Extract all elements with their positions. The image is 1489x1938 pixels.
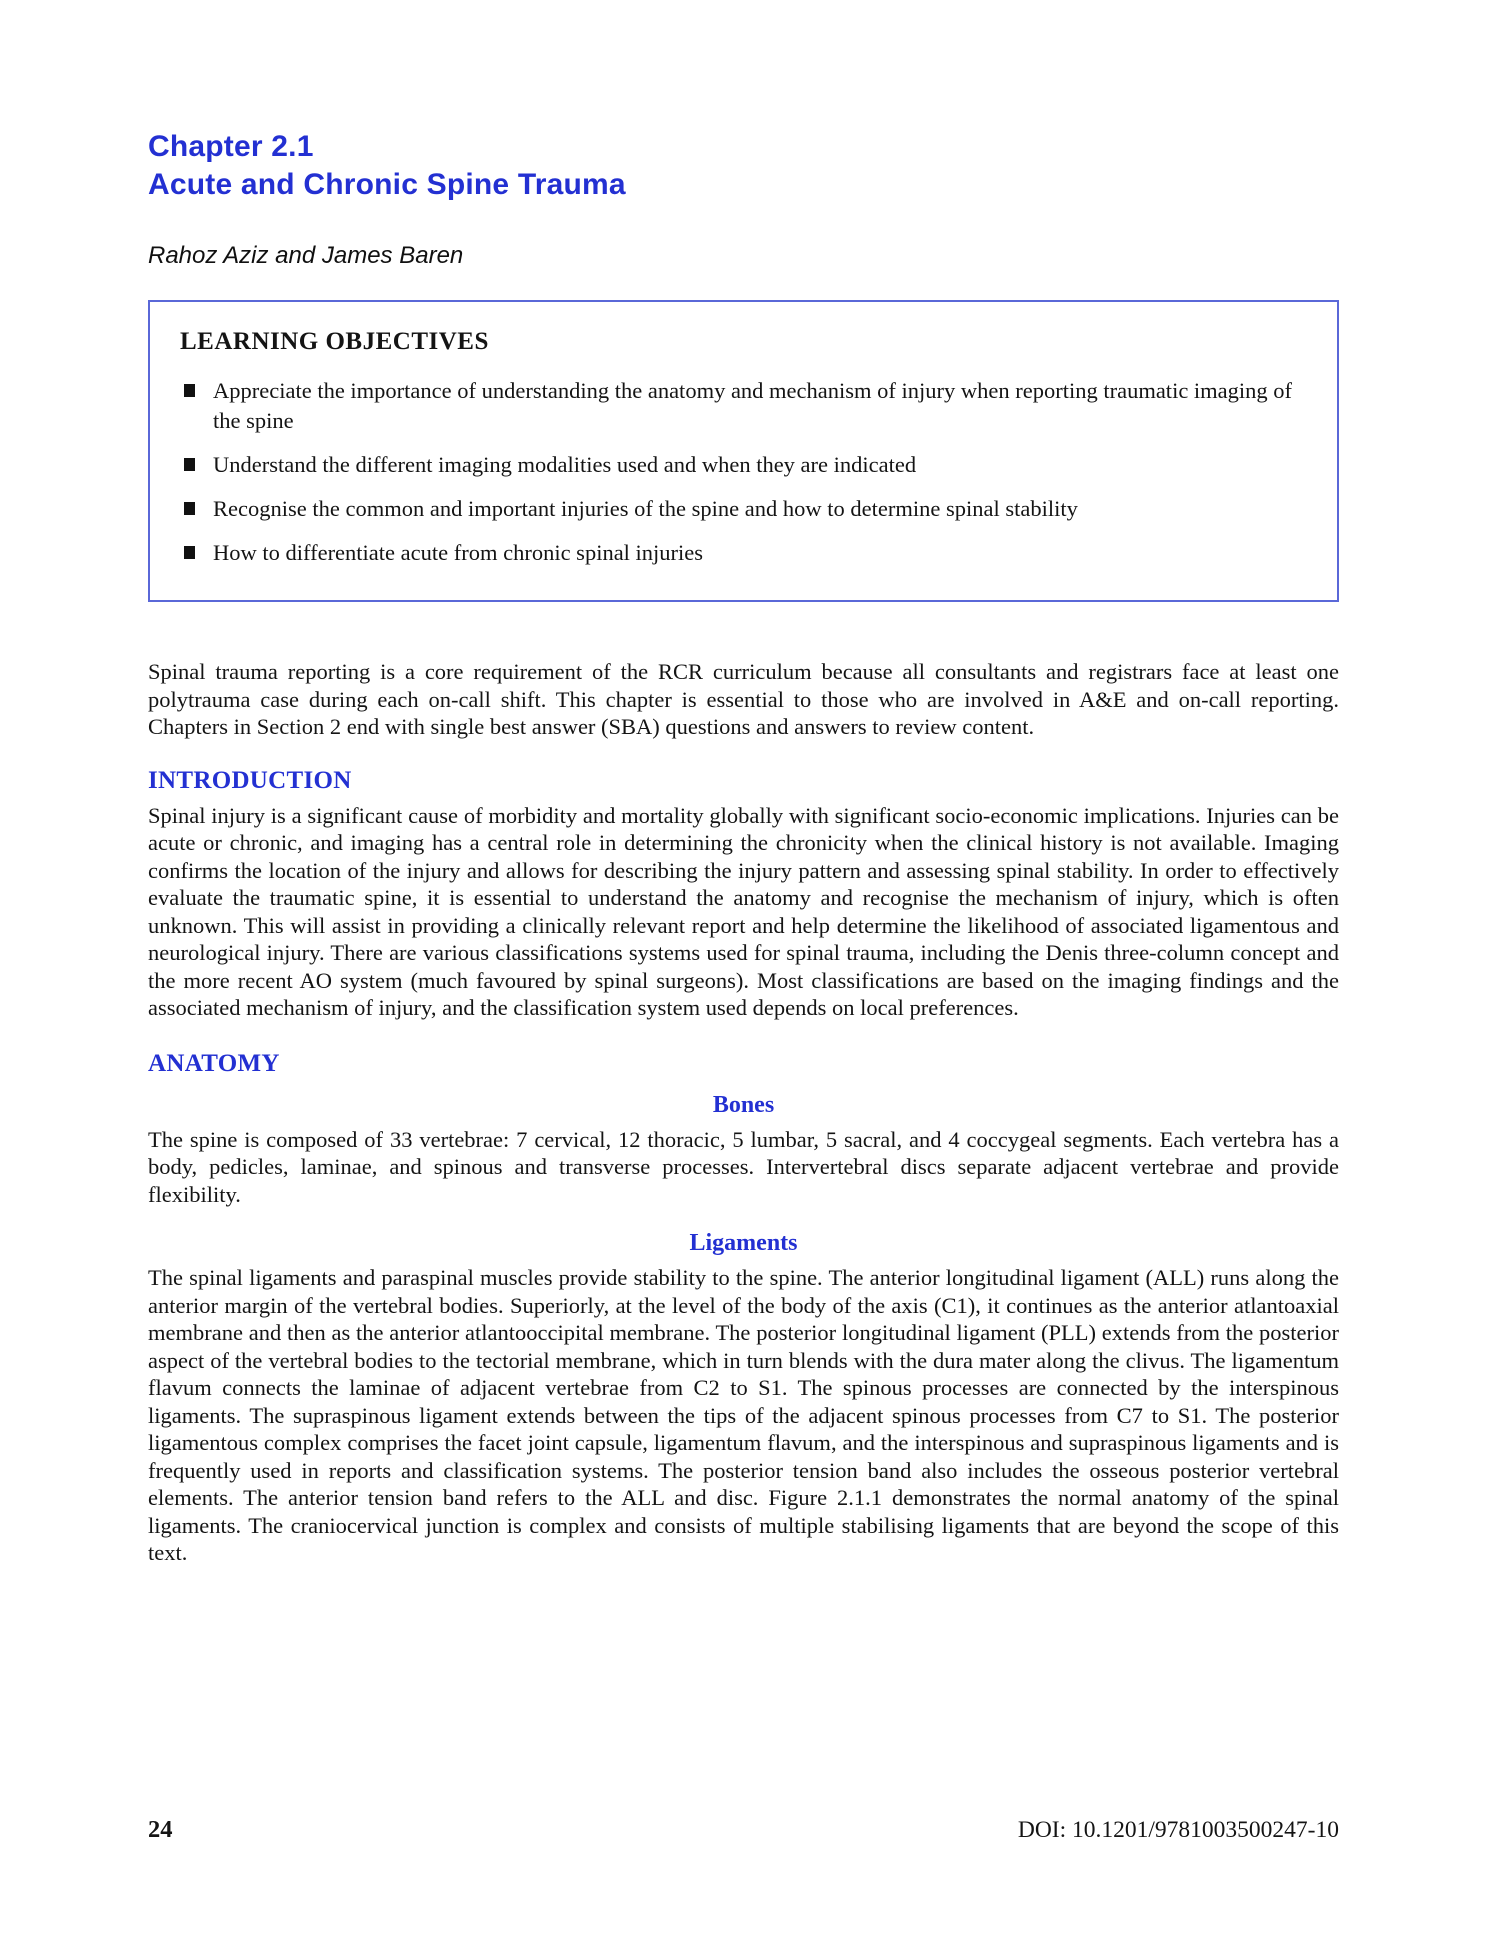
objective-item-text: Appreciate the importance of understanding the anatomy and mechanism of injury when reporting traumatic imaging of the spine [213,378,1293,433]
objective-item-text: Understand the different imaging modalities used and when they are indicated [213,452,917,477]
learning-objectives-title: LEARNING OBJECTIVES [180,328,489,355]
objective-item-text: Recognise the common and important injuries of the spine and how to determine spinal stability [213,496,1078,521]
square-bullet-icon [184,458,195,471]
objective-item [180,376,1303,436]
section-heading-anatomy: ANATOMY [148,1049,280,1077]
page-footer [148,1816,1339,1844]
subsection-heading-bones: Bones [712,1091,775,1118]
subsection-heading-ligaments: Ligaments [689,1230,798,1256]
square-bullet-icon [184,502,195,515]
chapter-heading [148,0,1339,204]
page-content [148,0,1339,1567]
doi-text: DOI: 10.1201/9781003500247-10 [1017,1817,1339,1843]
objective-item-text: How to differentiate acute from chronic spinal injuries [213,540,704,565]
objective-item [180,450,1303,480]
ligaments-paragraph: The spinal ligaments and paraspinal muscles provide stability to the spine. The anterior longitudinal ligament (ALL) runs along the anterior margin of the vertebral bodies. Superiorly, at the level of the body of the axis (C1), it continues as the anterior atlantoaxial membrane and then as the anterior atlantooccipital membrane. The posterior longitudinal ligament (PLL) extends from the posterior aspect of the vertebral bodies to the tectorial membrane, which in turn blends with the dura mater along the clivus. The ligamentum flavum connects the laminae of adjacent vertebrae from C2 to S1. The spinous processes are connected by the interspinous ligaments. The supraspinous ligament extends between the tips of the adjacent spinous processes from C7 to S1. The posterior ligamentous complex comprises the facet joint capsule, ligamentum flavum, and the interspinous and supraspinous ligaments and is frequently used in reports and classification systems. The posterior tension band also includes the osseous posterior vertebral elements. The anterior tension band refers to the ALL and disc. Figure 2.1.1 demonstrates the normal anatomy of the spinal ligaments. The craniocervical junction is complex and consists of multiple stabilising ligaments that are beyond the scope of this text. [148,1265,1339,1565]
introduction-paragraph: Spinal injury is a significant cause of morbidity and mortality globally with significant socio-economic implications. Injuries can be acute or chronic, and imaging has a central role in determining the chronicity when the clinical history is not available. Imaging confirms the location of the injury and allows for describing the injury pattern and assessing spinal stability. In order to effectively evaluate the traumatic spine, it is essential to understand the anatomy and recognise the mechanism of injury, which is often unknown. This will assist in providing a clinically relevant report and help determine the likelihood of associated ligamentous and neurological injury. There are various classifications systems used for spinal trauma, including the Denis three-column concept and the more recent AO system (much favoured by spinal surgeons). Most classifications are based on the imaging findings and the associated mechanism of injury, and the classification system used depends on local preferences. [148,802,1339,1020]
objective-item [180,494,1303,524]
section-heading-introduction: INTRODUCTION [148,766,352,794]
chapter-title: Acute and Chronic Spine Trauma [148,168,626,201]
lede-paragraph: Spinal trauma reporting is a core requirement of the RCR curriculum because all consultants and registrars face at least one polytrauma case during each on-call shift. This chapter is essential to those who are involved in A&E and on-call reporting. Chapters in Section 2 end with single best answer (SBA) questions and answers to review content. [148,659,1339,739]
chapter-label: Chapter 2.1 [148,130,314,163]
bones-paragraph: The spine is composed of 33 vertebrae: 7 cervical, 12 thoracic, 5 lumbar, 5 sacral, and 4 coccygeal segments. Each vertebra has a body, pedicles, laminae, and spinous and transverse processes. Intervertebral discs separate adjacent vertebrae and provide flexibility. [148,1126,1339,1207]
authors-line: Rahoz Aziz and James Baren [148,242,464,269]
page-number: 24 [148,1816,173,1843]
learning-objectives-box [148,300,1339,602]
square-bullet-icon [184,546,195,559]
objective-item [180,538,1303,568]
square-bullet-icon [184,384,195,397]
